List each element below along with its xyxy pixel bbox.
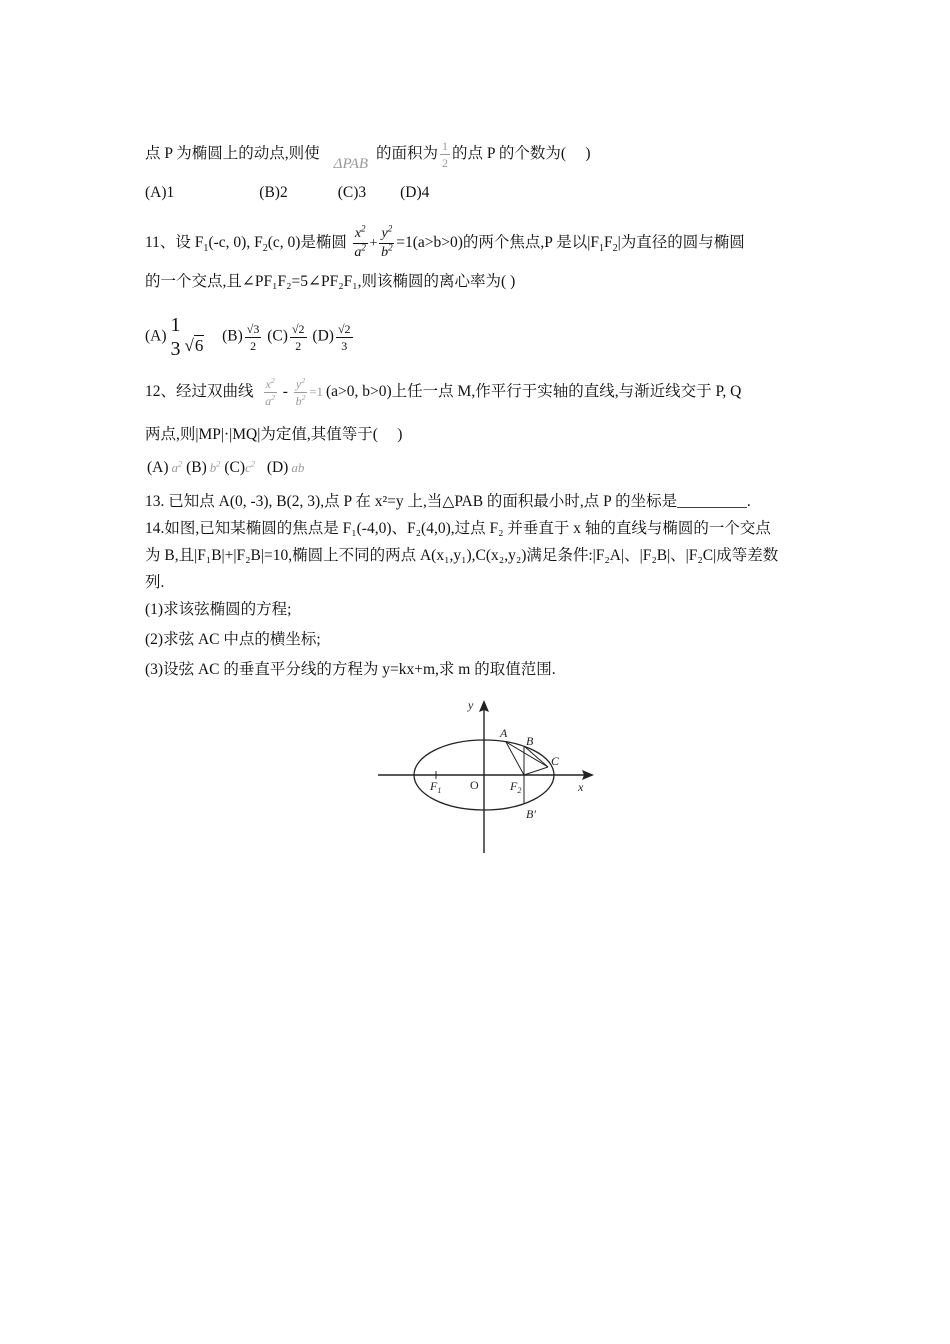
q14-line2: 为 B,且|F₁B|+|F₂B|=10,椭圆上不同的两点 A(x₁,y₁),C(x₂,y₂)满足条件:|F₂A|、|F₂B|、|F₂C|成等差数 [145,547,779,564]
point-bprime-label: B′ [526,807,536,821]
q11-option-d-fraction: $\frac{√2}{3}$ [337,321,351,353]
q11-cond: =1(a>b>0)的两个焦点,P 是以|F [396,234,599,252]
q11-fraction-x: $\frac{x^2}{a^2}$ [354,223,366,260]
q10-text-pre: 点 P 为椭圆上的动点,则使 [145,145,320,163]
q12-minus: - [282,383,288,401]
q11-options [145,315,355,359]
q12-options [147,458,304,478]
q11-option-c-fraction: $\frac{√2}{2}$ [291,321,305,353]
point-a-label: A [500,726,508,740]
q10-options [145,183,429,203]
origin-label: O [470,778,479,792]
q11-line2: 的一个交点,且∠PF₁F₂=5∠PF₂F₁,则该椭圆的离心率为( ) [145,273,516,290]
q14-part3: (3)设弦 AC 的垂直平分线的方程为 y=kx+m,求 m 的取值范围. [145,661,556,678]
q11-t3: F [603,234,613,252]
q11-sub1: 1 [203,243,209,255]
q12-fraction-x: $\frac{x^2}{a^2}$ [265,376,276,408]
q10-option-c: (C)3 [337,184,367,201]
q11-t1: (-c, 0), F [208,234,263,252]
q11-pre: 11、设 F [145,234,204,252]
q12-value-b: $b^2$ [209,458,221,475]
q10-fraction: $\frac{1}{2}$ [442,139,449,170]
segment-f2c [524,767,548,775]
q12-option-b: (B) [186,459,207,476]
q12-option-c: (C) [224,459,246,476]
f1-label: $F_1$ [430,779,442,795]
q11-option-a-sqrt: √6 [184,335,204,355]
ellipse-figure [370,695,600,860]
q10-text-mid: 的面积为 [376,145,439,163]
q10-option-d: (D)4 [400,184,430,201]
q10-option-b: (B)2 [259,184,288,201]
q11-t4: |为直径的圆与椭圆 [617,234,745,252]
q11-option-a-fraction: 1 3 [170,314,181,360]
point-b-label: B [526,734,534,748]
q14-line3: 列. [145,574,165,591]
q12-line2: 两点,则|MP|·|MQ|为定值,其值等于( ) [145,426,403,443]
q11-t2: (c, 0)是椭圆 [267,234,347,252]
q12-option-a: (A) [147,459,169,476]
q10-text-post: 的点 P 的个数为( ) [452,145,591,163]
q14-part2: (2)求弦 AC 中点的横坐标; [145,631,321,648]
q14-line1: 14.如图,已知某椭圆的焦点是 F₁(-4,0)、F₂(4,0),过点 F₂ 并垂直于 x 轴的直线与椭圆的一个交点 [145,520,771,537]
q11-sub4: 2 [612,243,618,255]
q12-cond: (a>0, b>0)上任一点 M,作平行于实轴的直线,与渐近线交于 P, Q [326,383,742,401]
x-axis-label: x [578,780,584,794]
q11-option-b-fraction: $\frac{√3}{2}$ [246,321,260,353]
q11-option-b: (B) [222,327,243,345]
q11-option-d: (D) [312,327,334,345]
point-c-label: C [551,754,560,768]
q11-sub3: 1 [598,243,604,255]
q11-fraction-y: $\frac{y^2}{b^2}$ [381,223,393,260]
q14-part1: (1)求该弦椭圆的方程; [145,601,292,618]
q12-equals: =1 [309,384,323,400]
q12-line1 [145,378,741,407]
q11-option-a: (A) [145,327,167,345]
y-axis-label: y [468,698,474,712]
q12-fraction-y: $\frac{y^2}{b^2}$ [295,376,306,408]
q13-line: 13. 已知点 A(0, -3), B(2, 3),点 P 在 x²=y 上,当△PAB 的面积最小时,点 P 的坐标是_________. [145,493,751,510]
q10-line [145,139,591,173]
q12-option-d: (D) [266,459,289,476]
q11-sub2: 2 [262,243,268,255]
triangle-pab: ΔPAB [333,156,369,173]
q10-option-a: (A)1 [145,184,175,201]
q11-option-c: (C) [267,327,288,345]
q12-value-d: ab [291,460,305,475]
q12-pre: 12、经过双曲线 [145,383,254,401]
q12-value-c: $c^2$ [245,458,256,475]
f2-label: $F_2$ [510,779,522,795]
q11-line1: 11、设 $F_1(-c$, 0), $F_2(c$, 0)是椭圆 $\frac{x^2}{a^2}$ + $\frac{y^2}{b^2}$ =1(a>b>0)的两个焦点,P 是以$|F_1F_2|$为直径的圆与椭圆 [145,223,745,260]
q12-value-a: $a^2$ [171,458,183,475]
